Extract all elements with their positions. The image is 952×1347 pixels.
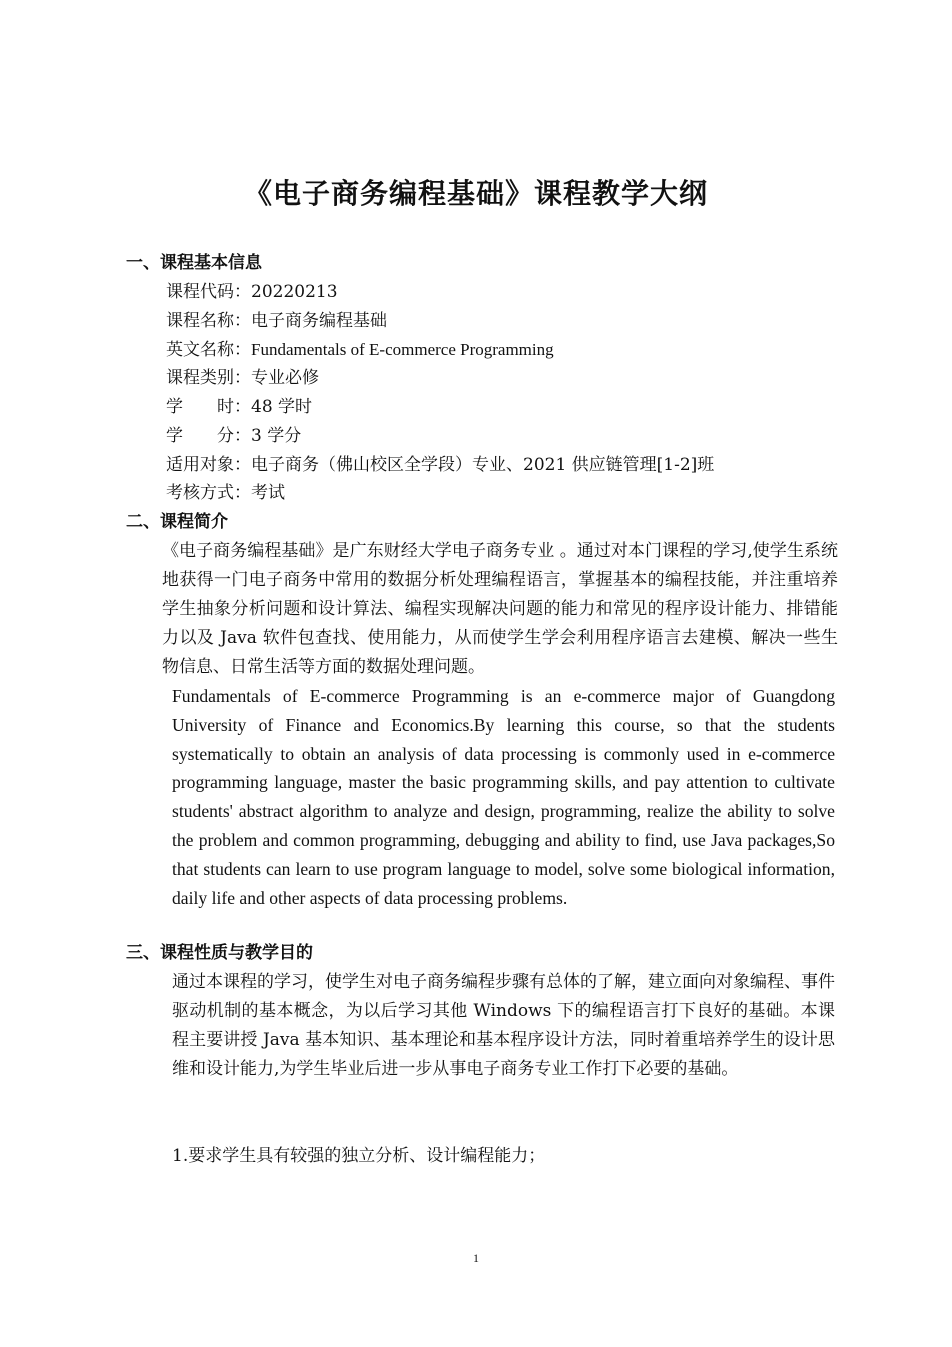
page-number: 1 — [473, 1251, 479, 1265]
info-separator: ： — [234, 340, 251, 360]
info-separator: ： — [234, 397, 251, 417]
requirement-item: 1.要求学生具有较强的独立分析、设计编程能力； — [172, 1146, 546, 1166]
info-value: 48 学时 — [251, 397, 313, 417]
info-credits — [166, 424, 301, 448]
info-label: 考核方式 — [166, 483, 234, 503]
intro-chinese-paragraph: 《电子商务编程基础》是广东财经大学电子商务专业 。通过对本门课程的学习,使学生系统地获得一门电子商务中常用的数据分析处理编程语言，掌握基本的编程技能，并注重培养学生抽象分析问题和设计算法、编程实现解决问题的能力和常见的程序设计能力、排错能力以及 Java 软件包查找、使用能力，从而使学生学会利用程序语言去建模、解决一些生物信息、日常生活等方面的数据处理问题。 — [162, 541, 838, 677]
info-label: 英文名称 — [166, 340, 234, 360]
section-heading-basic-info: 一、课程基本信息 — [126, 253, 262, 273]
info-label: 适用对象 — [166, 455, 234, 475]
info-label: 学 时 — [166, 397, 234, 417]
info-course-category — [166, 366, 319, 390]
info-separator: ： — [234, 282, 251, 302]
info-english-name — [166, 338, 554, 362]
info-value: 电子商务编程基础 — [251, 311, 387, 331]
info-audience — [166, 453, 714, 477]
info-value: 20220213 — [251, 282, 338, 302]
info-course-code — [166, 280, 338, 304]
purpose-paragraph: 通过本课程的学习，使学生对电子商务编程步骤有总体的了解，建立面向对象编程、事件驱动机制的基本概念，为以后学习其他 Windows 下的编程语言打下良好的基础。本课程主要讲授 Java 基本知识、基本理论和基本程序设计方法，同时着重培养学生的设计思维和设计能力,为学生毕业后进一步从事电子商务专业工作打下必要的基础。 — [172, 972, 835, 1079]
info-value: 3 学分 — [251, 426, 302, 446]
info-label: 课程类别 — [166, 368, 234, 388]
info-hours — [166, 395, 312, 419]
section-heading-intro: 二、课程简介 — [126, 512, 228, 532]
info-label: 学 分 — [166, 426, 234, 446]
info-separator: ： — [234, 311, 251, 331]
info-separator: ： — [234, 368, 251, 388]
info-value: 考试 — [251, 483, 285, 503]
info-separator: ： — [234, 455, 251, 475]
info-value: 电子商务（佛山校区全学段）专业、2021 供应链管理[1-2]班 — [251, 455, 715, 475]
info-value: Fundamentals of E-commerce Programming — [251, 340, 554, 359]
info-value: 专业必修 — [251, 368, 319, 388]
info-separator: ： — [234, 426, 251, 446]
page-title: 《电子商务编程基础》课程教学大纲 — [243, 177, 708, 210]
intro-english-paragraph: Fundamentals of E-commerce Programming is an e-commerce major of Guangdong University of Finance and Economics.By learning this course, so that the students systematically to obtain an analysis of data processing is commonly used in e-commerce programming language, master the basic programming skills, and pay attention to cultivate students' abstract algorithm to analyze and design, programming, realize the ability to solve the problem and common programming, debugging and ability to find, use Java packages,So that students can learn to use program language to model, solve some biological information, daily life and other aspects of data processing problems. — [172, 686, 835, 908]
info-assessment — [166, 481, 285, 505]
info-label: 课程代码 — [166, 282, 234, 302]
info-course-name — [166, 309, 387, 333]
info-separator: ： — [234, 483, 251, 503]
section-heading-purpose: 三、课程性质与教学目的 — [126, 943, 313, 963]
info-label: 课程名称 — [166, 311, 234, 331]
